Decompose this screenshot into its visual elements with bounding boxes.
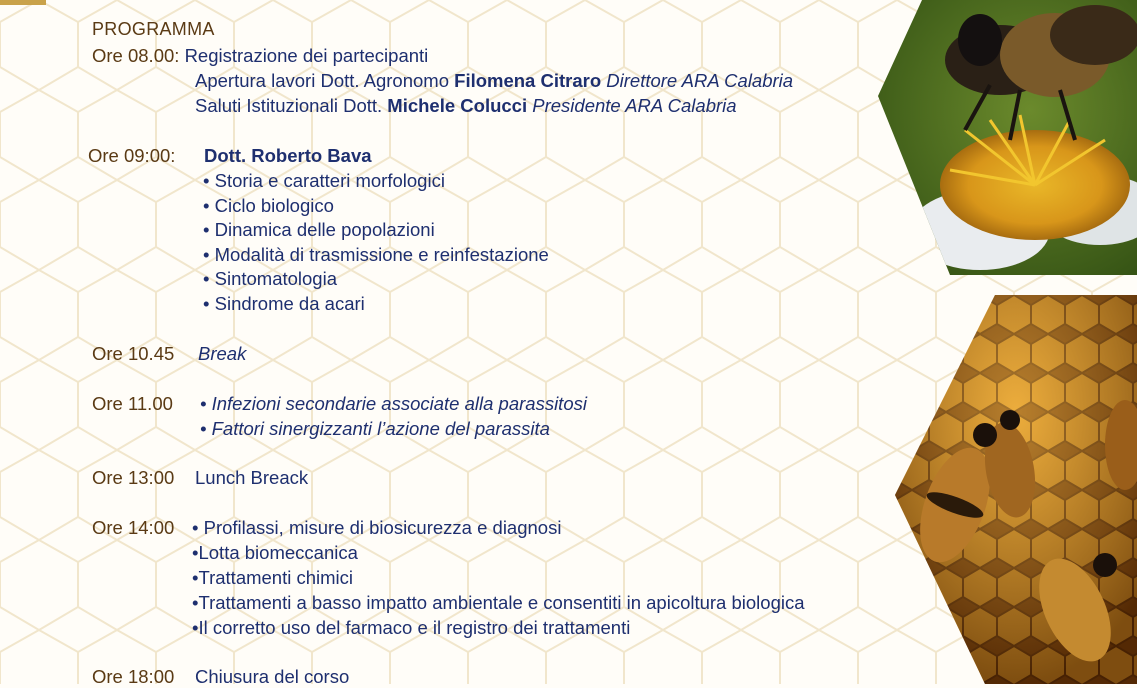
- title-prefix: Dott. Agronomo: [315, 70, 455, 91]
- greetings-label: Saluti Istituzional: [195, 95, 334, 116]
- schedule-row-1400: [92, 517, 174, 539]
- list-item: • Ciclo biologico: [203, 195, 334, 216]
- schedule-row-0900: [88, 145, 175, 167]
- closing-label: Chiusura del corso: [195, 666, 350, 687]
- list-item: • Storia e caratteri morfologici: [203, 170, 445, 191]
- list-item: • Fattori sinergizzanti l’azione del parassita: [200, 418, 550, 439]
- opening-label: Apertura lavori: [195, 70, 316, 91]
- schedule-row-1300: [92, 467, 174, 489]
- schedule-row-0800: [92, 45, 428, 67]
- time-label: Ore 11.00: [92, 393, 173, 414]
- list-item: •Trattamenti chimici: [192, 567, 354, 588]
- time-label: Ore 14:00: [92, 517, 175, 538]
- time-label: Ore 13:00: [92, 467, 175, 488]
- agenda-item: Registrazione dei partecipanti: [184, 45, 429, 66]
- speaker-role: Direttore ARA Calabria: [601, 70, 794, 91]
- time-label: Ore 09:00:: [88, 145, 176, 166]
- list-item: • Infezioni secondarie associate alla parassitosi: [200, 393, 587, 414]
- list-item: • Sintomatologia: [203, 268, 337, 289]
- program-heading: PROGRAMMA: [92, 19, 215, 39]
- speaker-name: Michele Colucci: [387, 95, 528, 116]
- schedule-row-1045: [92, 343, 174, 365]
- list-item: •Il corretto uso del farmaco e il registro dei trattamenti: [192, 617, 631, 638]
- title-prefix: i Dott.: [333, 95, 388, 116]
- speaker-name: Dott. Roberto Bava: [204, 145, 372, 166]
- list-item: • Profilassi, misure di biosicurezza e diagnosi: [192, 517, 562, 538]
- schedule-row-1800: [92, 666, 174, 688]
- greetings-line: [195, 95, 737, 117]
- time-label: Ore 18:00: [92, 666, 175, 687]
- time-label: Ore 10.45: [92, 343, 175, 364]
- bee-on-flower-photo: [870, 0, 1137, 275]
- time-label: Ore 08.00:: [92, 45, 180, 66]
- speaker-name: Filomena Citraro: [454, 70, 602, 91]
- speaker-role: Presidente ARA Calabria: [527, 95, 737, 116]
- lunch-label: Lunch Breack: [195, 467, 309, 488]
- bees-on-honeycomb-photo: [895, 295, 1137, 684]
- list-item: • Dinamica delle popolazioni: [203, 219, 435, 240]
- corner-accent: [0, 0, 46, 5]
- list-item: • Sindrome da acari: [203, 293, 365, 314]
- list-item: •Trattamenti a basso impatto ambientale e consentiti in apicoltura biologica: [192, 592, 805, 613]
- list-item: • Modalità di trasmissione e reinfestazione: [203, 244, 549, 265]
- list-item: •Lotta biomeccanica: [192, 542, 358, 563]
- schedule-row-1100: [92, 393, 173, 415]
- break-label: Break: [198, 343, 247, 364]
- opening-line: [195, 70, 793, 92]
